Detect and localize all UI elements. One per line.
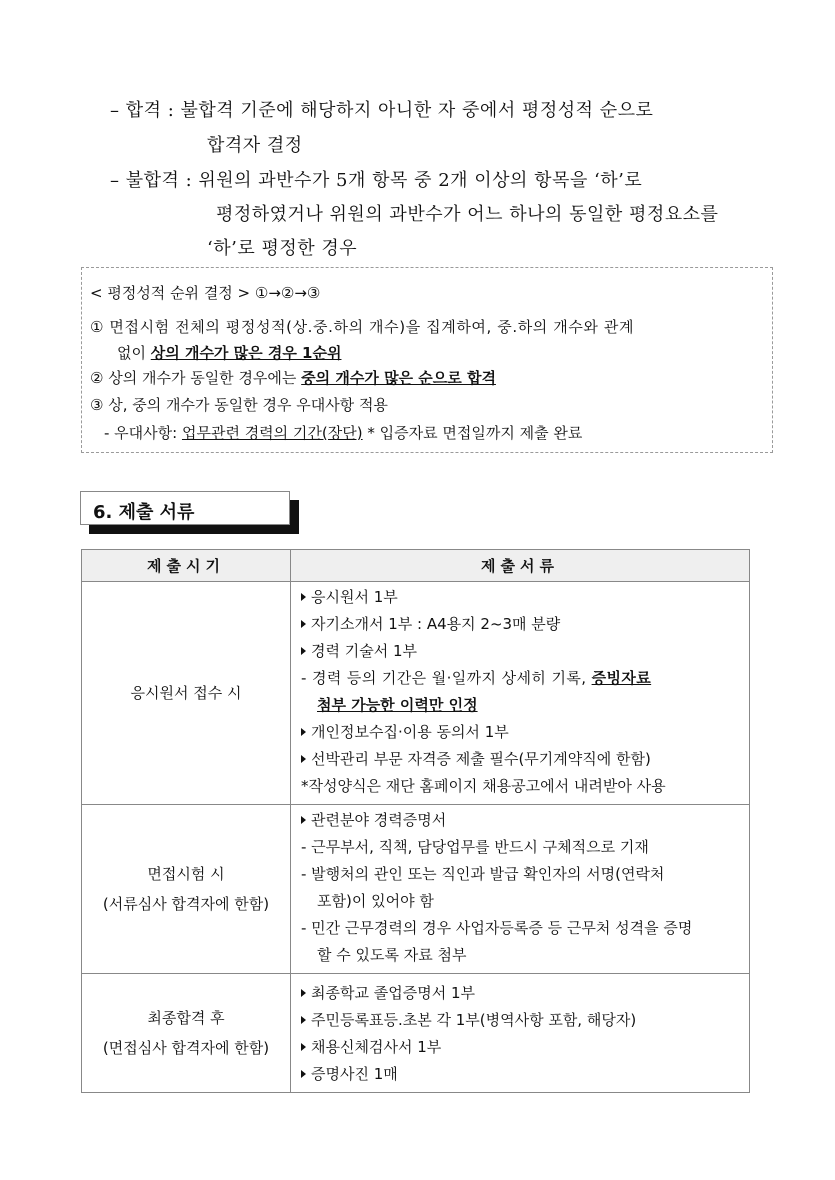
document-item-text: 응시원서 1부	[311, 588, 398, 606]
document-subitem-emphasis: 첨부 가능한 이력만 인정	[317, 696, 478, 714]
document-subitem: - 민간 근무경력의 경우 사업자등록증 등 근무처 성격을 증명	[301, 919, 693, 937]
document-item	[301, 584, 743, 611]
document-item-text: 자기소개서 1부 : A4용지 2~3매 분량	[311, 615, 561, 633]
section-heading	[80, 491, 300, 535]
document-item-text: 개인정보수집·이용 동의서 1부	[311, 723, 509, 741]
document-subitem	[301, 665, 743, 692]
table-row	[82, 805, 750, 974]
timing-cell	[82, 582, 291, 805]
document-item	[301, 807, 743, 834]
preference-line	[104, 422, 582, 443]
timing-label: 면접시험 시	[147, 865, 225, 883]
preference-note: * 입증자료 면접일까지 제출 완료	[362, 424, 583, 442]
document-subitem: 할 수 있도록 자료 첨부	[317, 946, 467, 964]
bullet-triangle-icon	[301, 816, 306, 824]
bullet-triangle-icon	[301, 1043, 306, 1051]
document-item	[301, 746, 743, 773]
table-header-row	[82, 550, 750, 582]
submission-documents-table	[81, 549, 750, 1093]
document-item	[301, 980, 743, 1007]
timing-label: 최종합격 후	[147, 1009, 225, 1027]
bullet-triangle-icon	[301, 1016, 306, 1024]
document-item	[301, 611, 743, 638]
timing-condition: (면접심사 합격자에 한함)	[102, 1039, 270, 1057]
document-item	[301, 1061, 743, 1088]
fail-criteria-line-2: 평정하였거나 위원의 과반수가 어느 하나의 동일한 평정요소를	[216, 204, 719, 225]
ranking-decision-box	[81, 267, 773, 453]
document-subitem: - 발행처의 관인 또는 직인과 발급 확인자의 서명(연락처	[301, 865, 665, 883]
ranking-item-1-line-1: ① 면접시험 전체의 평정성적(상.중.하의 개수)을 집계하여, 중.하의 개수와 관계	[90, 318, 635, 336]
timing-cell	[82, 974, 291, 1093]
ranking-item-2-prefix: ② 상의 개수가 동일한 경우에는	[90, 369, 302, 387]
document-item	[301, 1034, 743, 1061]
bullet-triangle-icon	[301, 647, 306, 655]
ranking-item-1-prefix: 없이	[117, 344, 151, 362]
timing-condition: (서류심사 합격자에 한함)	[102, 895, 270, 913]
documents-cell	[291, 974, 750, 1093]
bullet-triangle-icon	[301, 989, 306, 997]
document-item	[301, 638, 743, 665]
documents-cell	[291, 805, 750, 974]
preference-value: 업무관련 경력의 기간(장단)	[181, 424, 363, 442]
bullet-triangle-icon	[301, 620, 306, 628]
pass-criteria-line-2: 합격자 결정	[207, 135, 303, 156]
ranking-title: < 평정성적 순위 결정 > ①→②→③	[90, 284, 321, 302]
ranking-item-2	[90, 367, 496, 388]
document-item	[301, 1007, 743, 1034]
header-timing: 제출시기	[82, 550, 291, 582]
table-row	[82, 582, 750, 805]
ranking-item-2-emphasis: 중의 개수가 많은 순으로 합격	[301, 369, 496, 387]
document-item-text: 증명사진 1매	[311, 1065, 398, 1083]
section-heading-box	[80, 491, 290, 525]
document-item-text: 주민등록표등.초본 각 1부(병역사항 포함, 해당자)	[311, 1011, 637, 1029]
fail-criteria-line-3: ‘하’로 평정한 경우	[207, 238, 358, 259]
fail-criteria-line-1: – 불합격 : 위원의 과반수가 5개 항목 중 2개 이상의 항목을 ‘하’로	[110, 170, 643, 191]
ranking-item-3: ③ 상, 중의 개수가 동일한 경우 우대사항 적용	[90, 396, 388, 414]
document-subitem: 포함)이 있어야 함	[317, 892, 434, 910]
document-item-text: 채용신체검사서 1부	[311, 1038, 442, 1056]
header-documents: 제출서류	[291, 550, 750, 582]
ranking-item-1-line-2	[117, 342, 341, 363]
section-title: 6. 제출 서류	[93, 502, 195, 523]
document-item-text: 최종학교 졸업증명서 1부	[311, 984, 475, 1002]
ranking-item-1-emphasis: 상의 개수가 많은 경우 1순위	[150, 344, 342, 362]
document-subitem	[301, 692, 743, 719]
document-subitem-emphasis: 증빙자료	[591, 669, 652, 687]
document-note: *작성양식은 재단 홈페이지 채용공고에서 내려받아 사용	[301, 777, 666, 795]
document-subitem-text: - 경력 등의 기간은 월·일까지 상세히 기록,	[301, 669, 592, 687]
bullet-triangle-icon	[301, 593, 306, 601]
bullet-triangle-icon	[301, 1070, 306, 1078]
bullet-triangle-icon	[301, 755, 306, 763]
document-subitem: - 근무부서, 직책, 담당업무를 반드시 구체적으로 기재	[301, 838, 649, 856]
timing-label: 응시원서 접수 시	[130, 684, 242, 702]
document-item-text: 경력 기술서 1부	[311, 642, 418, 660]
preference-label: - 우대사항:	[104, 424, 182, 442]
document-item-text: 선박관리 부문 자격증 제출 필수(무기계약직에 한함)	[311, 750, 651, 768]
document-item-text: 관련분야 경력증명서	[311, 811, 447, 829]
bullet-triangle-icon	[301, 728, 306, 736]
pass-criteria-line-1: – 합격 : 불합격 기준에 해당하지 아니한 자 중에서 평정성적 순으로	[110, 100, 654, 121]
table-row	[82, 974, 750, 1093]
timing-cell	[82, 805, 291, 974]
documents-cell	[291, 582, 750, 805]
document-item	[301, 719, 743, 746]
